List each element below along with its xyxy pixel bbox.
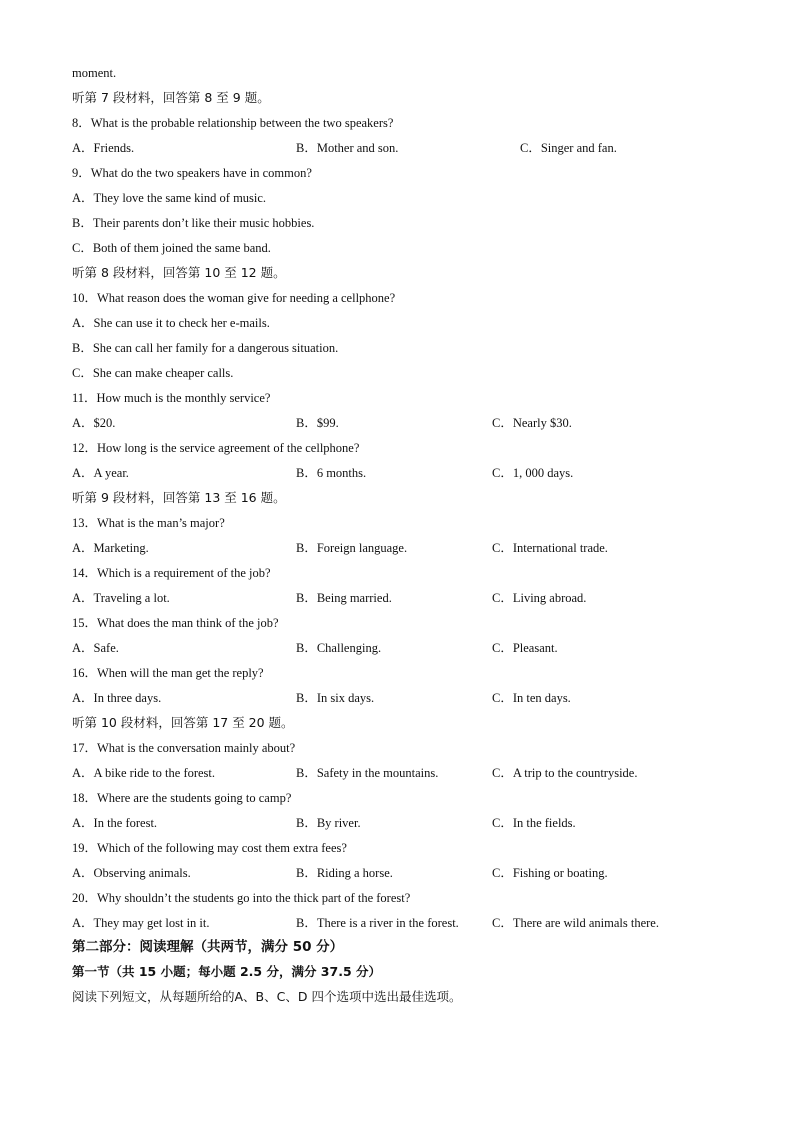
q16-option-a: A．In three days. [72, 691, 162, 705]
part2-title: 第二部分：阅读理解（共两节，满分 50 分） [72, 939, 344, 955]
q19-option-b: B．Riding a horse. [296, 866, 393, 880]
q9-option-c: C．Both of them joined the same band. [72, 241, 271, 255]
question-19-stem: 19．Which of the following may cost them extra fees? [72, 841, 347, 855]
q15-option-c: C．Pleasant. [492, 641, 558, 655]
q10-option-c: C．She can make cheaper calls. [72, 366, 234, 380]
q17-option-a: A．A bike ride to the forest. [72, 766, 216, 780]
question-13-stem: 13．What is the man’s major? [72, 516, 225, 530]
q9-option-a: A．They love the same kind of music. [72, 191, 267, 205]
q18-option-b: B．By river. [296, 816, 361, 830]
q14-option-c: C．Living abroad. [492, 591, 587, 605]
q14-option-a: A．Traveling a lot. [72, 591, 170, 605]
q20-option-c: C．There are wild animals there. [492, 916, 659, 930]
question-16-stem: 16．When will the man get the reply? [72, 666, 264, 680]
group-heading-8: 听第 8 段材料，回答第 10 至 12 题。 [72, 265, 286, 280]
q19-option-a: A．Observing animals. [72, 866, 191, 880]
q19-option-c: C．Fishing or boating. [492, 866, 608, 880]
q9-option-b: B．Their parents don’t like their music hobbies. [72, 216, 315, 230]
q18-option-c: C．In the fields. [492, 816, 576, 830]
question-9-stem: 9．What do the two speakers have in common? [72, 166, 312, 180]
question-20-stem: 20．Why shouldn’t the students go into the thick part of the forest? [72, 891, 411, 905]
q20-option-b: B．There is a river in the forest. [296, 916, 459, 930]
q8-option-a: A．Friends. [72, 141, 135, 155]
q17-option-c: C．A trip to the countryside. [492, 766, 638, 780]
q10-option-b: B．She can call her family for a dangerous situation. [72, 341, 339, 355]
q13-option-a: A．Marketing. [72, 541, 149, 555]
q15-option-a: A．Safe. [72, 641, 119, 655]
q10-option-a: A．She can use it to check her e-mails. [72, 316, 270, 330]
q16-option-b: B．In six days. [296, 691, 375, 705]
question-8-stem: 8．What is the probable relationship between the two speakers? [72, 116, 394, 130]
q20-option-a: A．They may get lost in it. [72, 916, 210, 930]
part2-instruction: 阅读下列短文，从每题所给的A、B、C、D 四个选项中选出最佳选项。 [72, 989, 462, 1004]
question-10-stem: 10．What reason does the woman give for needing a cellphone? [72, 291, 396, 305]
question-12-stem: 12．How long is the service agreement of the cellphone? [72, 441, 360, 455]
q12-option-b: B．6 months. [296, 466, 367, 480]
q12-option-c: C．1, 000 days. [492, 466, 574, 480]
question-18-stem: 18．Where are the students going to camp? [72, 791, 292, 805]
part2-section1-title: 第一节（共 15 小题；每小题 2.5 分，满分 37.5 分） [72, 964, 381, 979]
q18-option-a: A．In the forest. [72, 816, 158, 830]
q17-option-b: B．Safety in the mountains. [296, 766, 439, 780]
q13-option-b: B．Foreign language. [296, 541, 408, 555]
q8-option-b: B．Mother and son. [296, 141, 399, 155]
q12-option-a: A．A year. [72, 466, 129, 480]
question-11-stem: 11．How much is the monthly service? [72, 391, 271, 405]
q11-option-b: B．$99. [296, 416, 339, 430]
intro-tail: moment. [72, 66, 117, 80]
group-heading-7: 听第 7 段材料，回答第 8 至 9 题。 [72, 90, 270, 105]
q16-option-c: C．In ten days. [492, 691, 571, 705]
question-14-stem: 14．Which is a requirement of the job? [72, 566, 271, 580]
q8-option-c: C．Singer and fan. [520, 141, 617, 155]
group-heading-9: 听第 9 段材料，回答第 13 至 16 题。 [72, 490, 286, 505]
question-15-stem: 15．What does the man think of the job? [72, 616, 279, 630]
q14-option-b: B．Being married. [296, 591, 392, 605]
q11-option-c: C．Nearly $30. [492, 416, 572, 430]
q13-option-c: C．International trade. [492, 541, 608, 555]
question-17-stem: 17．What is the conversation mainly about? [72, 741, 296, 755]
group-heading-10: 听第 10 段材料，回答第 17 至 20 题。 [72, 715, 294, 730]
q15-option-b: B．Challenging. [296, 641, 382, 655]
q11-option-a: A．$20. [72, 416, 116, 430]
